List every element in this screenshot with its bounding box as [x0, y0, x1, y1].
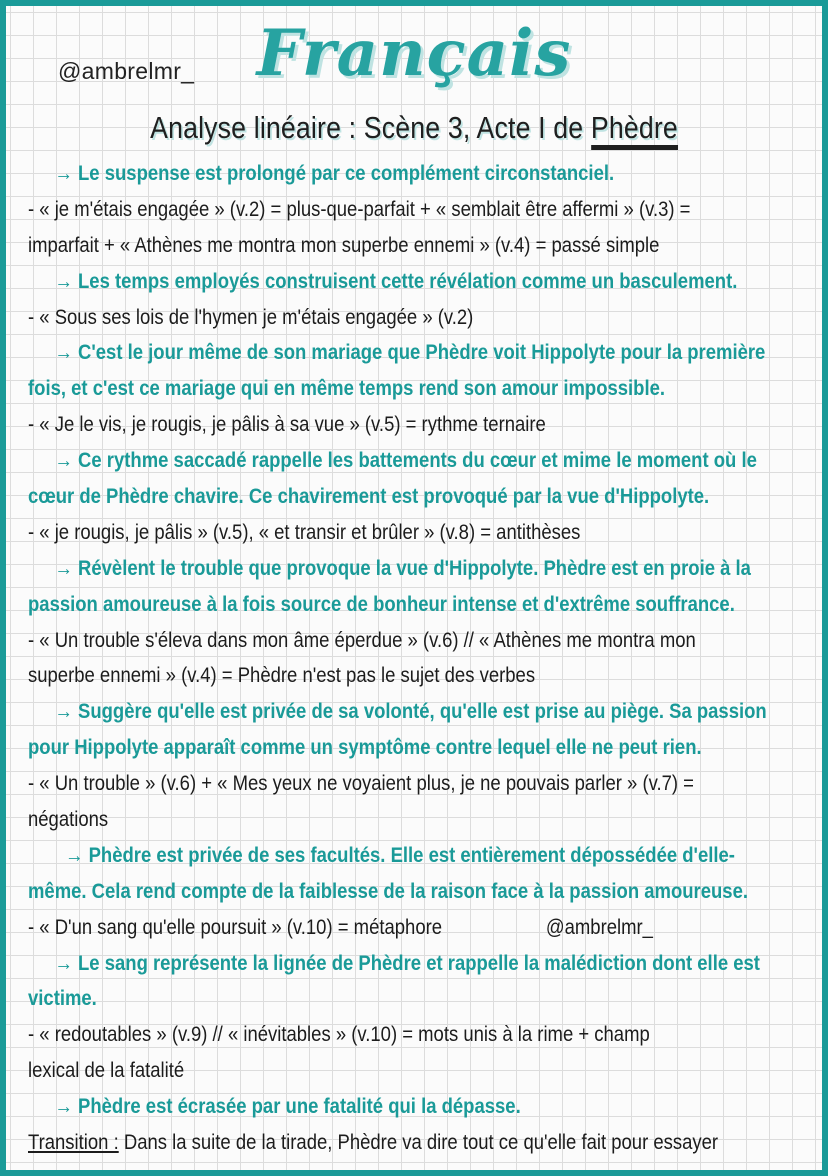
arrow-right-icon: →	[54, 700, 73, 724]
takeaway-line-continued: même. Cela rend compte de la faiblesse de la raison face à la passion amoureuse.	[28, 879, 748, 903]
takeaway-text: Le suspense est prolongé par ce complément circonstanciel.	[78, 162, 615, 185]
takeaway-text: C'est le jour même de son mariage que Phèdre voit Hippolyte pour la première	[78, 341, 766, 365]
takeaway-line	[28, 694, 802, 730]
takeaway-line	[28, 1089, 802, 1125]
transition-label: Transition :	[28, 1131, 119, 1155]
takeaway-line	[28, 838, 802, 874]
quote-line: superbe ennemi » (v.4) = Phèdre n'est pas le sujet des verbes	[28, 664, 536, 688]
quote-line: - « je m'étais engagée » (v.2) = plus-que-parfait + « semblait être affermi » (v.3) =	[28, 197, 691, 221]
quote-line: - « je rougis, je pâlis » (v.5), « et transir et brûler » (v.8) = antithèses	[28, 520, 581, 544]
quote-line: imparfait + « Athènes me montra mon superbe ennemi » (v.4) = passé simple	[28, 233, 660, 257]
takeaway-line	[28, 443, 802, 479]
takeaway-text: Phèdre est privée de ses facultés. Elle est entièrement dépossédée d'elle-	[88, 843, 735, 867]
quote-line: - « Un trouble » (v.6) + « Mes yeux ne voyaient plus, je ne pouvais parler » (v.7) =	[28, 772, 694, 796]
subtitle-prefix: Analyse linéaire : Scène 3, Acte I de	[150, 110, 591, 145]
quote-line: - « Je le vis, je rougis, je pâlis à sa vue » (v.5) = rythme ternaire	[28, 413, 546, 437]
quote-text: - « D'un sang qu'elle poursuit » (v.10) = métaphore	[28, 915, 443, 939]
quote-line: - « Un trouble s'éleva dans mon âme éperdue » (v.6) // « Athènes me montra mon	[28, 628, 696, 652]
transition-text: Dans la suite de la tirade, Phèdre va dire tout ce qu'elle fait pour essayer	[118, 1131, 719, 1155]
arrow-right-icon: →	[54, 556, 73, 580]
takeaway-line-continued: cœur de Phèdre chavire. Ce chavirement est provoqué par la vue d'Hippolyte.	[28, 485, 710, 509]
takeaway-text: Phèdre est écrasée par une fatalité qui la dépasse.	[78, 1095, 521, 1119]
quote-line: - « redoutables » (v.9) // « inévitables » (v.10) = mots unis à la rime + champ	[28, 1023, 650, 1047]
arrow-right-icon: →	[54, 951, 73, 975]
takeaway-line	[28, 551, 802, 587]
subtitle-work-title: Phèdre	[591, 110, 678, 150]
arrow-right-icon: →	[54, 341, 73, 365]
quote-line: - « Sous ses lois de l'hymen je m'étais engagée » (v.2)	[28, 305, 474, 329]
page-subtitle	[63, 110, 765, 146]
takeaway-line-continued: passion amoureuse à la fois source de bonheur intense et d'extrême souffrance.	[28, 592, 735, 616]
arrow-right-icon: →	[64, 843, 84, 867]
arrow-right-icon: →	[54, 449, 73, 473]
takeaway-text: Ce rythme saccadé rappelle les battements du cœur et mime le moment où le	[78, 449, 757, 473]
takeaway-line	[28, 156, 802, 192]
transition-line	[28, 1125, 802, 1161]
author-handle-inline: @ambrelmr_	[545, 915, 653, 939]
takeaway-text: Le sang représente la lignée de Phèdre et rappelle la malédiction dont elle est	[78, 951, 760, 975]
quote-line	[28, 910, 802, 946]
takeaway-line-continued: pour Hippolyte apparaît comme un symptôme contre lequel elle ne peut rien.	[28, 736, 702, 760]
takeaway-text: Révèlent le trouble que provoque la vue d'Hippolyte. Phèdre est en proie à la	[78, 556, 751, 580]
page-title: Français	[256, 16, 572, 91]
takeaway-line-continued: fois, et c'est ce mariage qui en même temps rend son amour impossible.	[28, 377, 666, 401]
arrow-right-icon: →	[54, 1095, 73, 1119]
takeaway-line-continued: victime.	[28, 987, 97, 1011]
takeaway-line	[28, 264, 802, 300]
takeaway-text: Suggère qu'elle est privée de sa volonté, qu'elle est prise au piège. Sa passion	[78, 700, 767, 724]
arrow-right-icon: →	[54, 162, 73, 185]
quote-line: lexical de la fatalité	[28, 1059, 185, 1083]
takeaway-line	[28, 946, 802, 982]
takeaway-line	[28, 335, 802, 371]
analysis-notes	[28, 156, 802, 1161]
takeaway-text: Les temps employés construisent cette révélation comme un basculement.	[78, 269, 738, 293]
quote-line: négations	[28, 808, 109, 832]
author-handle: @ambrelmr_	[58, 58, 195, 84]
arrow-right-icon: →	[54, 269, 73, 293]
